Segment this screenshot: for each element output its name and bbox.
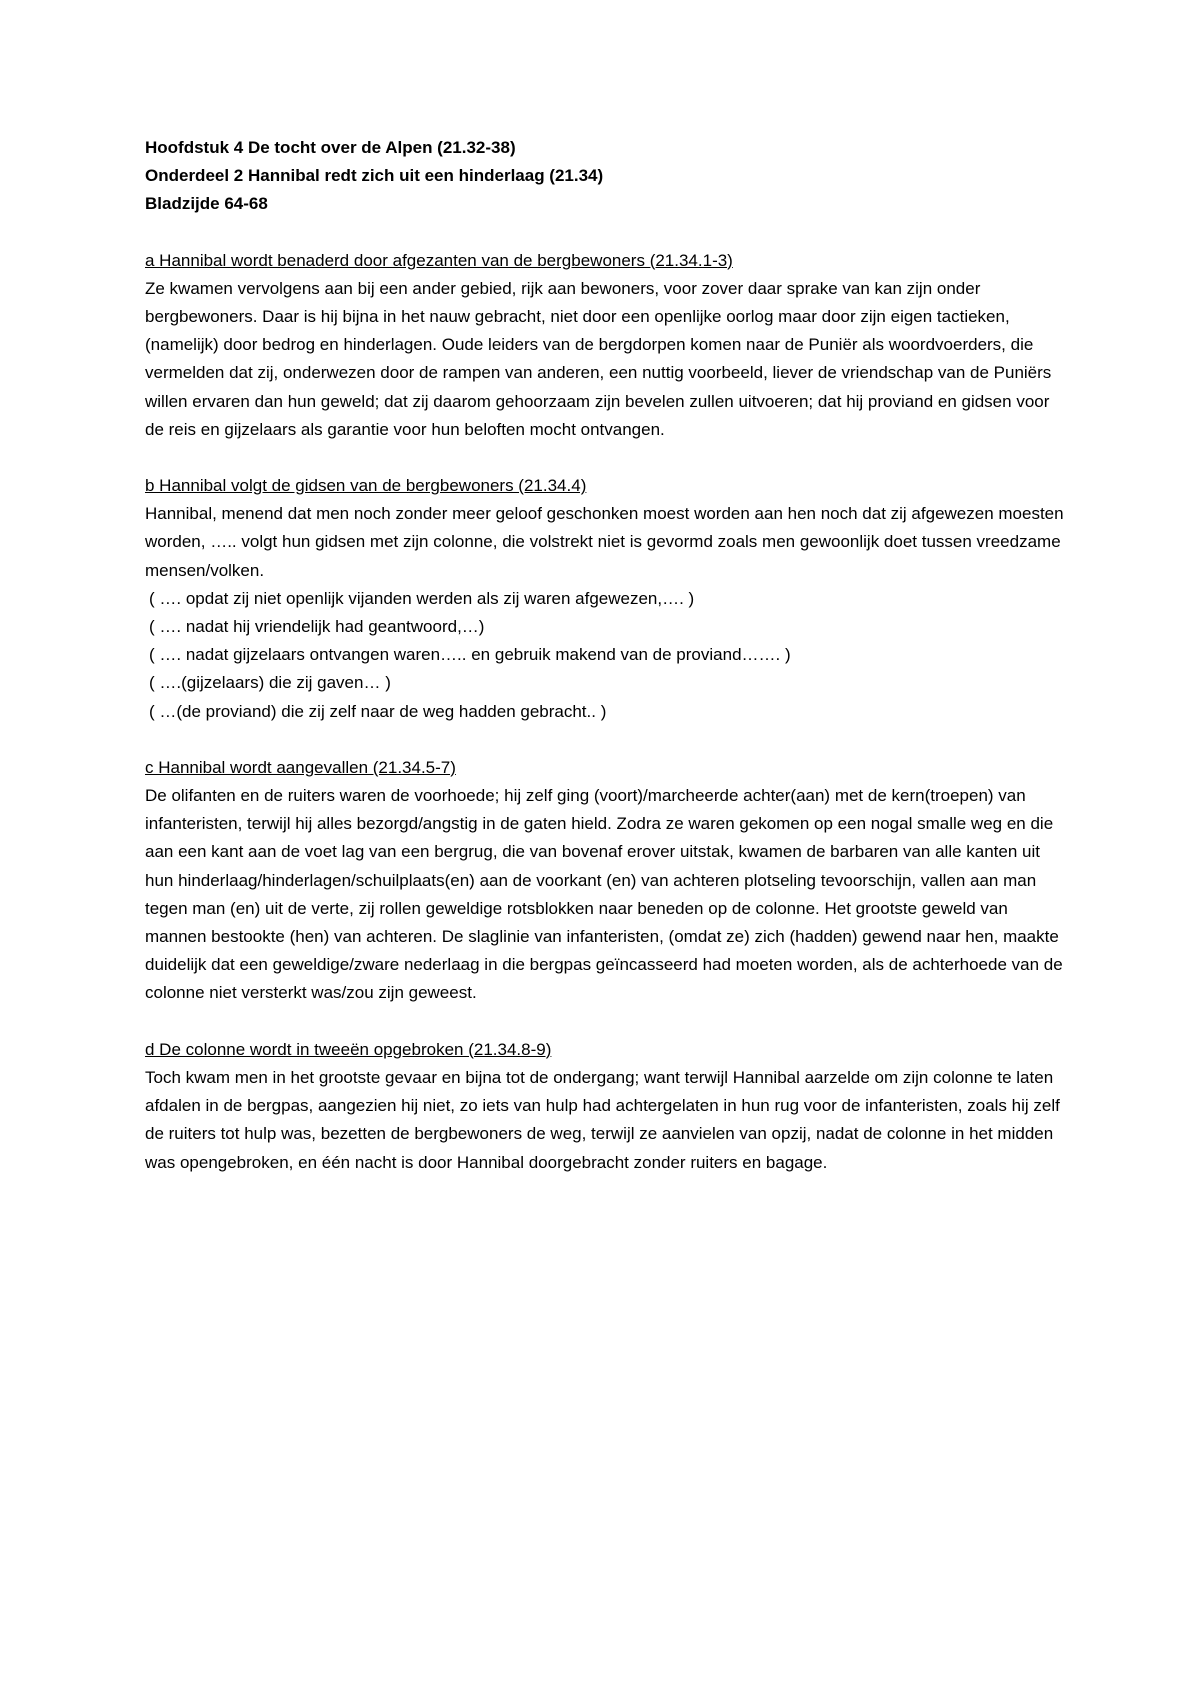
note-line: ( …. opdat zij niet openlijk vijanden werden als zij waren afgewezen,…. )	[149, 588, 695, 608]
section-title: d De colonne wordt in tweeën opgebroken (21.34.8-9)	[145, 1039, 552, 1059]
section-b	[145, 472, 1065, 726]
chapter-heading: Hoofdstuk 4 De tocht over de Alpen (21.32-38)	[145, 138, 516, 157]
section-d	[145, 1036, 1065, 1177]
section-title: a Hannibal wordt benaderd door afgezanten van de bergbewoners (21.34.1-3)	[145, 250, 733, 270]
page-range-heading: Bladzijde 64-68	[145, 194, 268, 214]
spacer	[145, 219, 1065, 247]
section-title: c Hannibal wordt aangevallen (21.34.5-7)	[145, 757, 456, 777]
spacer	[145, 444, 1065, 472]
spacer	[145, 1008, 1065, 1036]
note-line: ( …. nadat hij vriendelijk had geantwoord,…)	[149, 617, 485, 637]
document-page	[145, 134, 1065, 1177]
note-line: ( …(de proviand) die zij zelf naar de weg hadden gebracht.. )	[149, 701, 607, 721]
subsection-heading: Onderdeel 2 Hannibal redt zich uit een hinderlaag (21.34)	[145, 166, 604, 186]
section-paragraph: Hannibal, menend dat men noch zonder meer geloof geschonken moest worden aan hen noch dat zij afgewezen moesten worden, ….. volgt hun gidsen met zijn colonne, die volstrekt niet is gevormd zoals men gewoonlijk doet tussen vreedzame mensen/volken.	[145, 504, 1064, 580]
section-paragraph: Ze kwamen vervolgens aan bij een ander gebied, rijk aan bewoners, voor zover daar sprake van kan zijn onder bergbewoners. Daar is hij bijna in het nauw gebracht, niet door een openlijke oorlog maar door zijn eigen tactieken, (namelijk) door bedrog en hinderlagen. Oude leiders van de bergdorpen komen naar de Puniër als woordvoerders, die vermelden dat zij, onderwezen door de rampen van anderen, een nuttig voorbeeld, liever de vriendschap van de Puniërs willen ervaren dan hun geweld; dat zij daarom gehoorzaam zijn bevelen zullen uitvoeren; dat hij proviand en gidsen voor de reis en gijzelaars als garantie voor hun beloften mocht ontvangen.	[145, 278, 1052, 439]
section-title: b Hannibal volgt de gidsen van de bergbewoners (21.34.4)	[145, 476, 587, 496]
section-a	[145, 247, 1065, 444]
section-paragraph: Toch kwam men in het grootste gevaar en bijna tot de ondergang; want terwijl Hannibal aarzelde om zijn colonne te laten afdalen in de bergpas, aangezien hij niet, zo iets van hulp had achtergelaten in hun rug voor de infanteristen, zoals hij zelf de ruiters tot hulp was, bezetten de bergbewoners de weg, terwijl ze aanvielen van opzij, nadat de colonne in het midden was opengebroken, en één nacht is door Hannibal doorgebracht zonder ruiters en bagage.	[145, 1067, 1060, 1172]
section-paragraph: De olifanten en de ruiters waren de voorhoede; hij zelf ging (voort)/marcheerde achter(aan) met de kern(troepen) van infanteristen, terwijl hij alles bezorgd/angstig in de gaten hield. Zodra ze waren gekomen op een nogal smalle weg en die aan een kant aan de voet lag van een bergrug, die van bovenaf erover uitstak, kwamen de barbaren van alle kanten uit hun hinderlaag/hinderlagen/schuilplaats(en) aan de voorkant (en) van achteren plotseling tevoorschijn, vallen aan man tegen man (en) uit de verte, zij rollen geweldige rotsblokken naar beneden op de colonne. Het grootste geweld van mannen bestookte (hen) van achteren. De slaglinie van infanteristen, (omdat ze) zich (hadden) gewend naar hen, maakte duidelijk dat een geweldige/zware nederlaag in die bergpas geïncasseerd had moeten worden, als de achterhoede van de colonne niet versterkt was/zou zijn geweest.	[145, 786, 1063, 1003]
spacer	[145, 726, 1065, 754]
section-c	[145, 754, 1065, 1008]
note-line: ( …. nadat gijzelaars ontvangen waren….. en gebruik makend van de proviand……. )	[149, 645, 791, 665]
note-line: ( ….(gijzelaars) die zij gaven… )	[149, 673, 391, 693]
